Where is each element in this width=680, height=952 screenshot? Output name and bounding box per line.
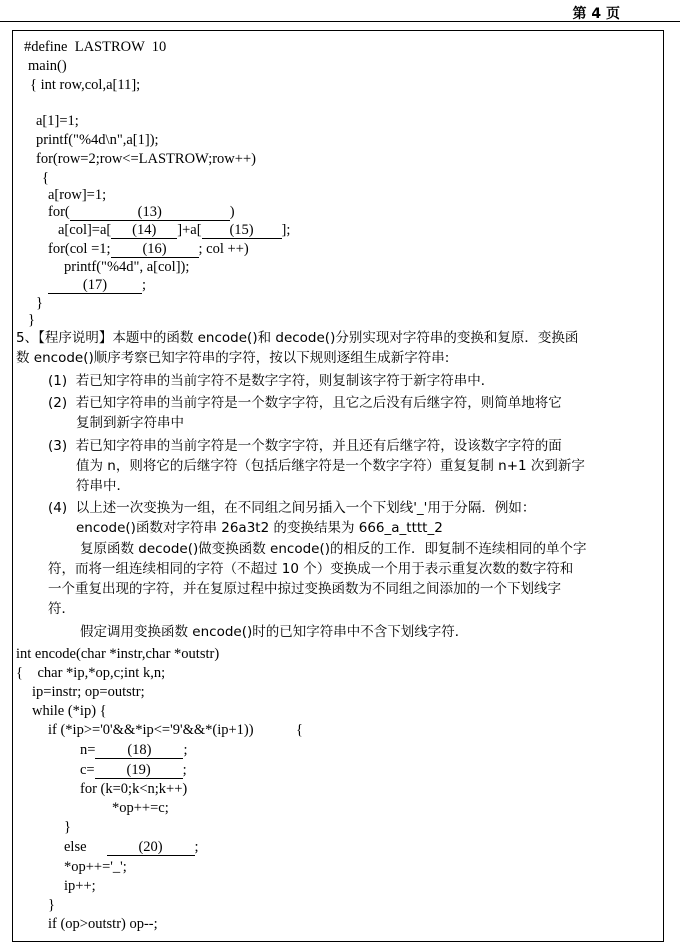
para-line: 复原函数 decode()做变换函数 encode()的相反的工作．即复制不连续相同的单个字 — [80, 541, 587, 557]
rule-3-cont: 符串中． — [76, 478, 130, 494]
code-line: *op++='_'; — [64, 859, 127, 875]
page-number: 第 4 页 — [572, 6, 620, 22]
code-line-17 — [48, 278, 146, 294]
code-text: ]+a[ — [177, 222, 202, 238]
code-text: for( — [48, 204, 70, 220]
code-line: #define LASTROW 10 — [24, 39, 167, 55]
code-line: { — [296, 722, 303, 738]
code-line-assign — [58, 223, 290, 239]
code-line: if (op>outstr) op--; — [48, 916, 158, 932]
rule-3-cont: 值为 n，则将它的后继字符（包括后继字符是一个数字字符）重复复制 n+1 次到新字 — [76, 458, 585, 474]
code-line: while (*ip) { — [32, 703, 107, 719]
code-text: a[col]=a[ — [58, 222, 112, 238]
q5-line: 数 encode()顺序考察已知字符串的字符，按以下规则逐组生成新字符串: — [16, 350, 450, 366]
q5-line: 5、【程序说明】本题中的函数 encode()和 decode()分别实现对字符串的变换和复原．变换函 — [16, 330, 579, 346]
code-line: for(row=2;row<=LASTROW;row++) — [36, 151, 256, 167]
para-line: 符． — [48, 601, 75, 617]
code-line: *op++=c; — [112, 800, 169, 816]
code-line: a[row]=1; — [48, 187, 107, 203]
code-line: main() — [28, 58, 67, 74]
para-line: 一个重复出现的字符，并在复原过程中掠过变换函数为不同组之间添加的一个下划线字 — [48, 581, 561, 597]
para-line: 假定调用变换函数 encode()时的已知字符串中不含下划线字符． — [80, 624, 469, 640]
rule-4-example: encode()函数对字符串 26a3t2 的变换结果为 666_a_tttt_2 — [76, 520, 443, 536]
code-line: { char *ip,*op,c;int k,n; — [16, 665, 166, 681]
blank-18: (18) — [95, 743, 183, 759]
rule-2-cont: 复制到新字符串中 — [76, 415, 184, 431]
code-line: printf("%4d\n",a[1]); — [36, 132, 159, 148]
code-line: printf("%4d", a[col]); — [64, 259, 190, 275]
code-line: { — [42, 170, 49, 186]
code-line-19 — [80, 763, 187, 779]
blank-20: (20) — [107, 840, 195, 856]
code-line: } — [64, 819, 71, 835]
blank-15: (15) — [202, 223, 282, 239]
blank-13: (13) — [70, 205, 230, 221]
code-line: } — [36, 295, 43, 311]
code-line-20 — [64, 840, 199, 856]
code-line: { int row,col,a[11]; — [30, 77, 141, 93]
code-text: ; — [182, 762, 187, 778]
code-text: else — [64, 839, 87, 855]
code-line: } — [28, 312, 35, 328]
code-line: a[1]=1; — [36, 113, 79, 129]
para-line: 符，而将一组连续相同的字符（不超过 10 个）变换成一个用于表示重复次数的数字符和 — [48, 561, 574, 577]
code-text: c= — [80, 762, 95, 778]
code-text: ; — [183, 742, 188, 758]
code-line-for2 — [48, 242, 249, 258]
rule-3: (3) 若已知字符串的当前字符是一个数字字符，并且还有后继字符，设该数字字符的面 — [48, 438, 562, 454]
blank-16: (16) — [111, 242, 199, 258]
rule-4: (4) 以上述一次变换为一组，在不同组之间另插入一个下划线'_'用于分隔．例如： — [48, 500, 536, 516]
code-line-for — [48, 205, 235, 221]
code-line: ip=instr; op=outstr; — [32, 684, 145, 700]
code-text: ) — [229, 204, 235, 220]
code-line: int encode(char *instr,char *outstr) — [16, 646, 220, 662]
code-text: for(col =1; — [48, 241, 111, 257]
code-line: } — [48, 897, 55, 913]
header-rule — [0, 21, 680, 22]
code-line: if (*ip>='0'&&*ip<='9'&&*(ip+1)) — [48, 722, 254, 738]
code-line: ip++; — [64, 878, 96, 894]
rule-1: (1) 若已知字符串的当前字符不是数字字符，则复制该字符于新字符串中． — [48, 373, 495, 389]
code-line-18 — [80, 743, 187, 759]
code-text: ; — [194, 839, 199, 855]
blank-19: (19) — [95, 763, 183, 779]
code-text: n= — [80, 742, 96, 758]
blank-17: (17) — [48, 278, 142, 294]
code-text: ; col ++) — [198, 241, 249, 257]
rule-2: (2) 若已知字符串的当前字符是一个数字字符，且它之后没有后继字符，则简单地将它 — [48, 395, 562, 411]
code-text: ]; — [281, 222, 291, 238]
code-line: for (k=0;k<n;k++) — [80, 781, 188, 797]
code-text: ; — [142, 277, 147, 293]
blank-14: (14) — [111, 223, 177, 239]
